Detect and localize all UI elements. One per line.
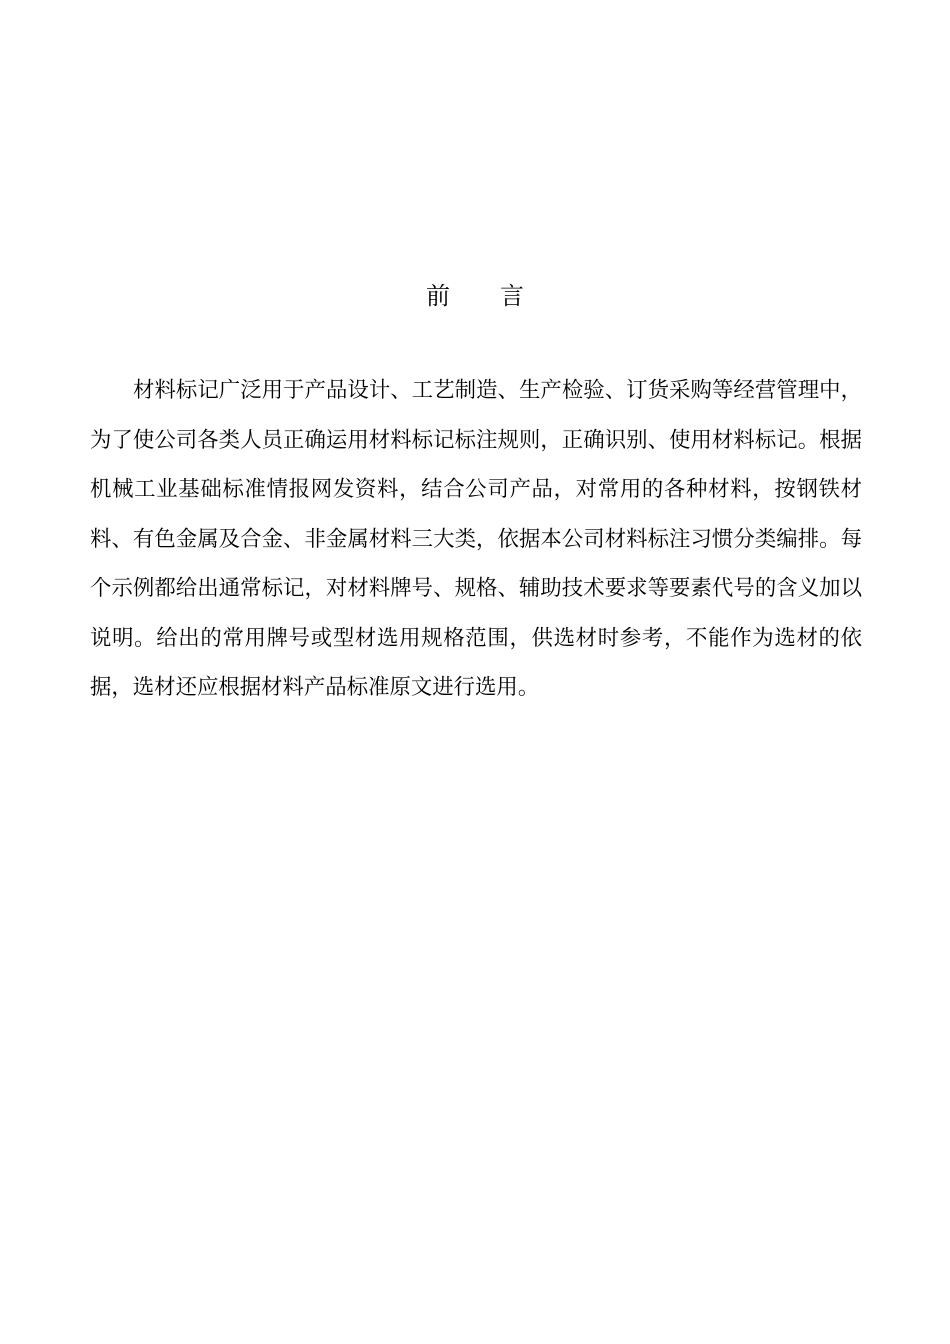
preface-paragraph: 材料标记广泛用于产品设计、工艺制造、生产检验、订货采购等经营管理中，为了使公司各类人员正确运用材料标记标注规则，正确识别、使用材料标记。根据机械工业基础标准情报网发资料，结合公司产品，对常用的各种材料，按钢铁材料、有色金属及合金、非金属材料三大类，依据本公司材料标注习惯分类编排。每个示例都给出通常标记，对材料牌号、规格、辅助技术要求等要素代号的含义加以说明。给出的常用牌号或型材选用规格范围，供选材时参考，不能作为选材的依据，选材还应根据材料产品标准原文进行选用。: [90, 378, 862, 700]
title-char-2: 言: [500, 282, 524, 310]
title-char-1: 前: [426, 282, 450, 310]
page-title: [0, 278, 950, 314]
